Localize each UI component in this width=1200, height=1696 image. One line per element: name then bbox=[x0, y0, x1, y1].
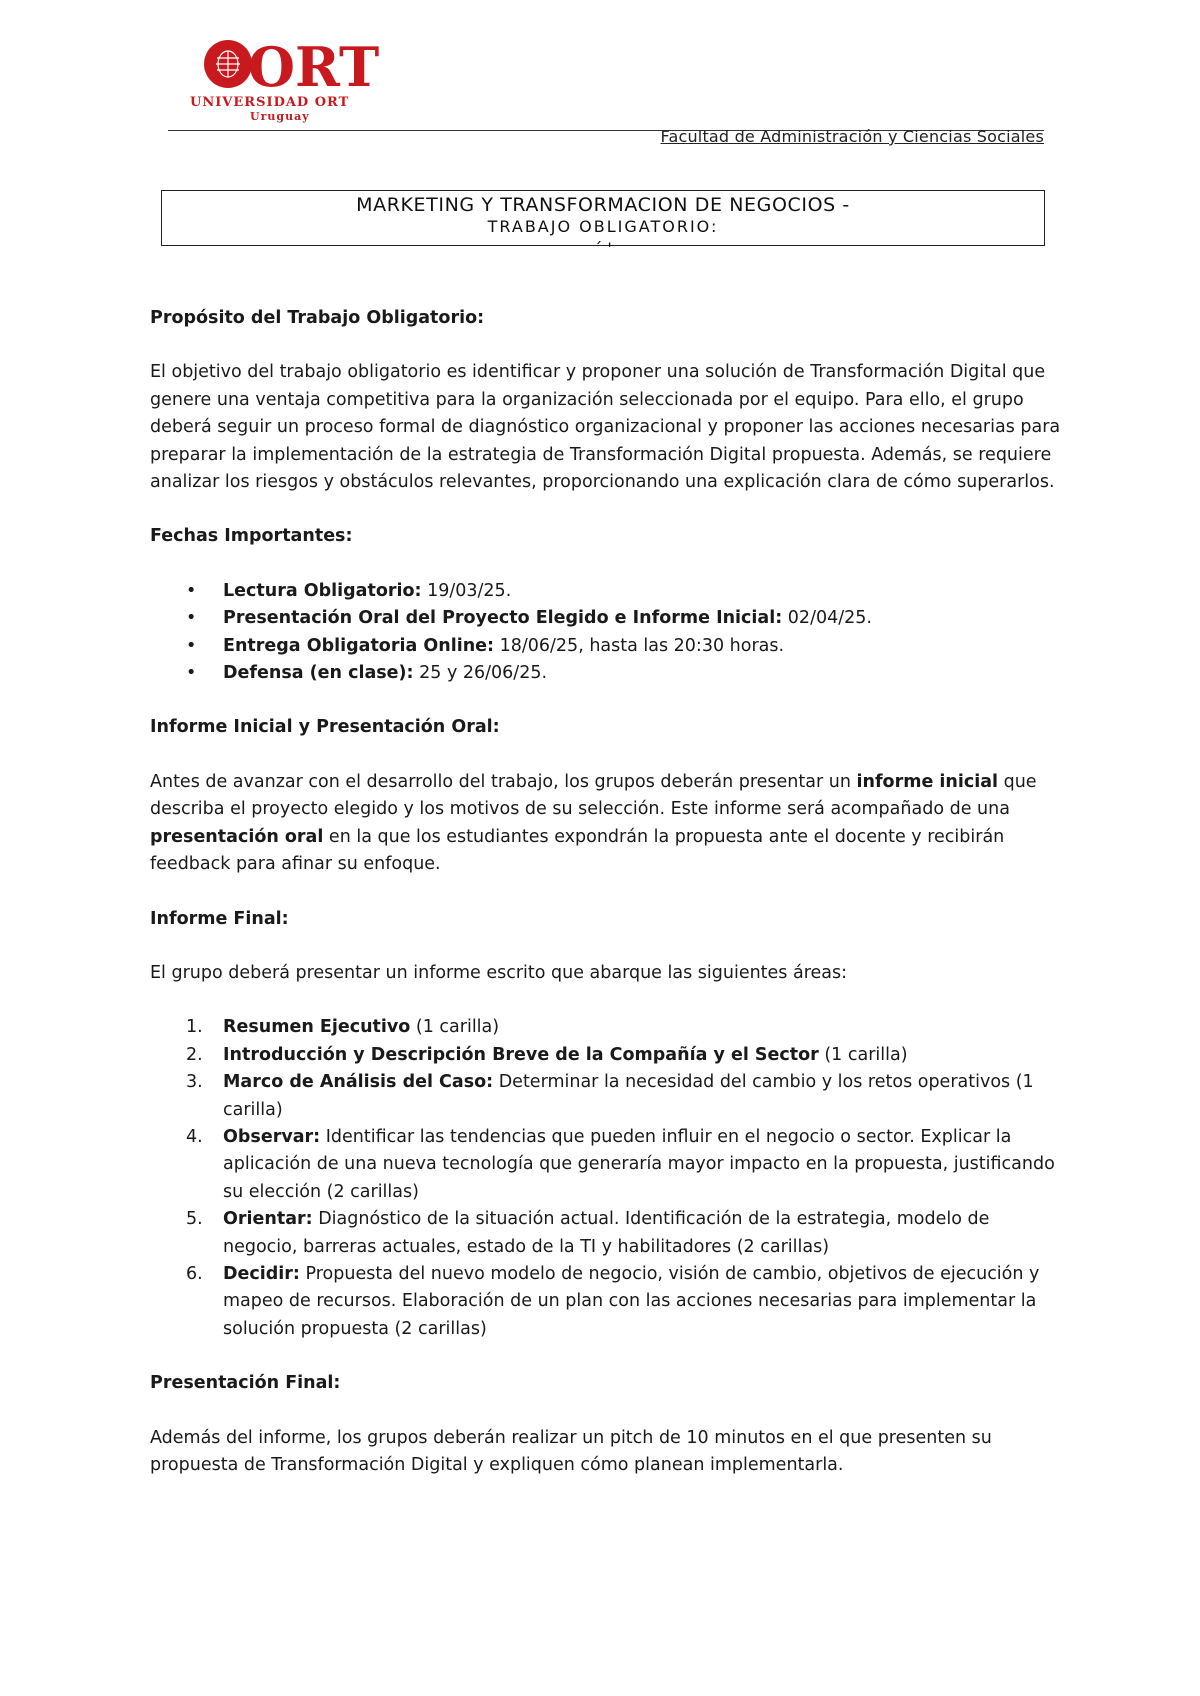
dates-heading: Fechas Importantes: bbox=[150, 526, 353, 547]
title-line1: MARKETING Y TRANSFORMACION DE NEGOCIOS - bbox=[356, 194, 850, 216]
title-box bbox=[161, 190, 1045, 258]
dates-list bbox=[150, 578, 1062, 688]
final-report-intro: El grupo deberá presentar un informe escrito que abarque las siguientes áreas: bbox=[150, 962, 848, 983]
bullet-icon: • bbox=[186, 663, 197, 684]
list-item: 1. Resumen Ejecutivo (1 carilla) bbox=[186, 1017, 500, 1038]
title-line3: ´ ' bbox=[594, 239, 612, 258]
final-report-heading: Informe Final: bbox=[150, 908, 289, 929]
list-item: 3. Marco de Análisis del Caso: Determinar la necesidad del cambio y los retos operativos (1 carilla) bbox=[186, 1072, 1034, 1120]
list-item: • Presentación Oral del Proyecto Elegido e Informe Inicial: 02/04/25. bbox=[150, 605, 1062, 632]
purpose-heading: Propósito del Trabajo Obligatorio: bbox=[150, 308, 485, 328]
title-line2: TRABAJO OBLIGATORIO: bbox=[487, 217, 719, 236]
list-item: • Defensa (en clase): 25 y 26/06/25. bbox=[150, 660, 1062, 687]
purpose-paragraph: El objetivo del trabajo obligatorio es identificar y proponer una solución de Transformación Digital que genere una ventaja competitiva para la organización seleccionada por el equipo. Para ello, el grupo deberá seguir un proceso formal de diagnóstico organizacional y proponer las acciones necesarias para preparar la implementación de la estrategia de Transformación Digital propuesta. Además, se requiere analizar los riesgos y obstáculos relevantes, proporcionando una explicación clara de cómo superarlos. bbox=[150, 362, 1061, 493]
faculty-name: Facultad de Administración y Ciencias Sociales bbox=[660, 127, 1044, 146]
list-item: 2. Introducción y Descripción Breve de la Compañía y el Sector (1 carilla) bbox=[186, 1044, 908, 1065]
final-report-list bbox=[150, 1014, 1062, 1343]
logo-line1: UNIVERSIDAD ORT bbox=[190, 95, 350, 110]
logo-line2: Uruguay bbox=[250, 110, 310, 123]
bullet-icon: • bbox=[186, 580, 197, 601]
final-presentation-paragraph: Además del informe, los grupos deberán realizar un pitch de 10 minutos en el que presenten su propuesta de Transformación Digital y expliquen cómo planean implementarla. bbox=[150, 1427, 992, 1475]
list-item: 6. Decidir: Propuesta del nuevo modelo de negocio, visión de cambio, objetivos de ejecución y mapeo de recursos. Elaboración de un plan con las acciones necesarias para implementar la solución propuesta (2 carillas) bbox=[186, 1263, 1040, 1339]
logo-word: ORT bbox=[248, 35, 380, 99]
list-item: 5. Orientar: Diagnóstico de la situación actual. Identificación de la estrategia, modelo de negocio, barreras actuales, estado de la TI y habilitadores (2 carillas) bbox=[186, 1209, 990, 1257]
bullet-icon: • bbox=[186, 635, 197, 656]
list-item: 4. Observar: Identificar las tendencias que pueden influir en el negocio o sector. Explicar la aplicación de una nueva tecnología que generaría mayor impacto en la propuesta, justificando su elección (2 carillas) bbox=[186, 1126, 1055, 1202]
document-body bbox=[150, 305, 1062, 1479]
initial-heading: Informe Inicial y Presentación Oral: bbox=[150, 717, 500, 738]
initial-paragraph: Antes de avanzar con el desarrollo del trabajo, los grupos deberán presentar un informe inicial que describa el proyecto elegido y los motivos de su selección. Este informe será acompañado de una presentación oral en la que los estudiantes expondrán la propuesta ante el docente y recibirán feedback para afinar su enfoque. bbox=[150, 771, 1037, 875]
list-item: • Lectura Obligatorio: 19/03/25. bbox=[150, 578, 1062, 605]
final-presentation-heading: Presentación Final: bbox=[150, 1373, 341, 1394]
list-item: • Entrega Obligatoria Online: 18/06/25, hasta las 20:30 horas. bbox=[150, 633, 1062, 660]
bullet-icon: • bbox=[186, 608, 197, 629]
university-logo bbox=[190, 34, 390, 124]
